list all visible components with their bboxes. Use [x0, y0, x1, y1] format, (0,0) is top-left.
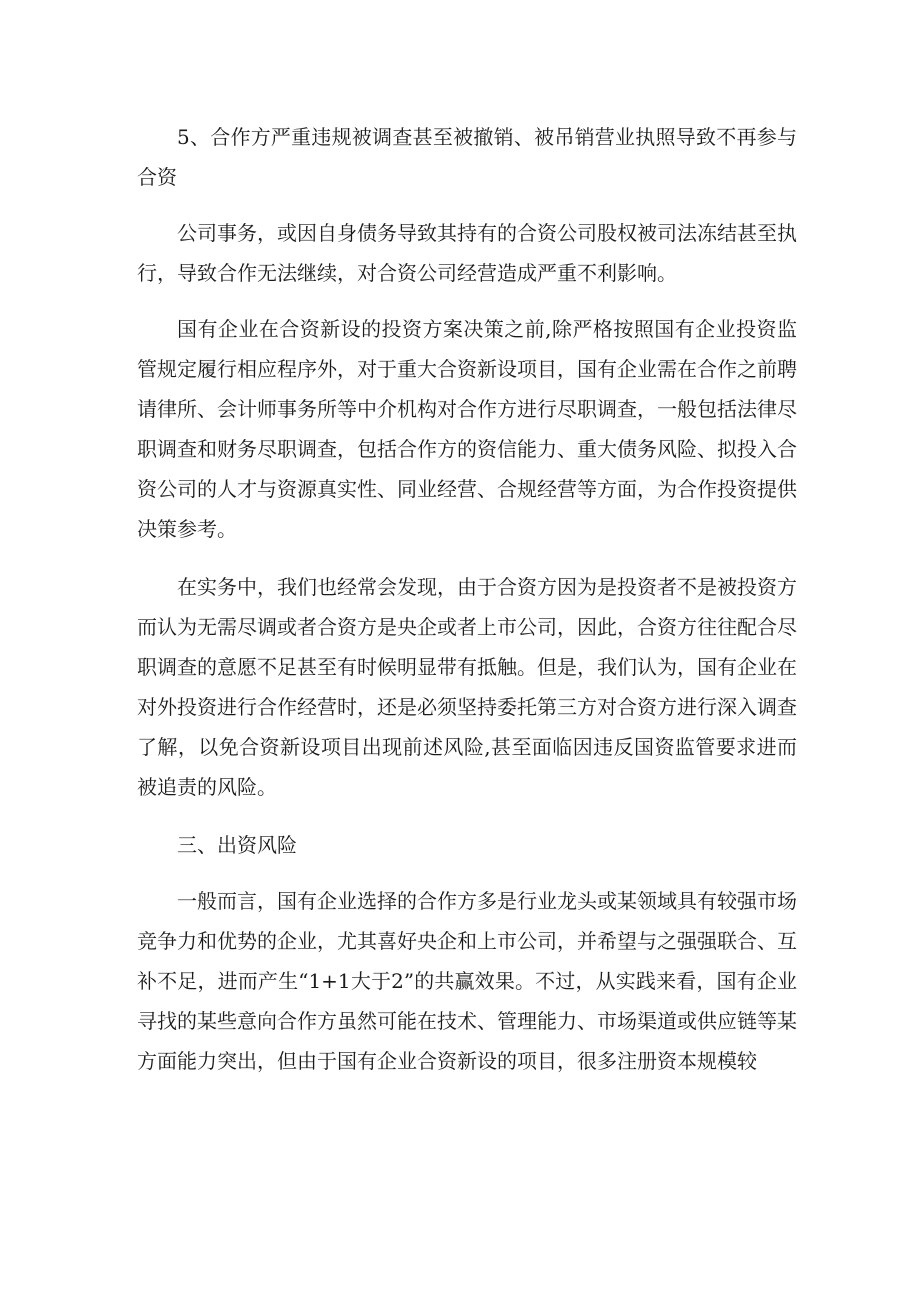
section-heading-capital-risk: 三、出资风险: [177, 833, 297, 857]
paragraph-company-affairs: 公司事务，或因自身债务导致其持有的合资公司股权被司法冻结甚至执行，导致合作无法继续，对合资公司经营造成严重不利影响。: [137, 221, 797, 285]
paragraph-practice: 在实务中，我们也经常会发现，由于合资方因为是投资者不是被投资方而认为无需尽调或者合资方是央企或者上市公司，因此，合资方往往配合尽职调查的意愿不足甚至有时候明显带有抵触。但是，我们认为，国有企业在对外投资进行合作经营时，还是必须坚持委托第三方对合资方进行深入调查了解，以免合资新设项目出现前述风险,甚至面临因违反国资监管要求进而被追责的风险。: [137, 575, 797, 799]
paragraph-item-5: 5、合作方严重违规被调查甚至被撤销、被吊销营业执照导致不再参与合资: [137, 125, 797, 189]
paragraph-due-diligence: 国有企业在合资新设的投资方案决策之前,除严格按照国有企业投资监管规定履行相应程序外，对于重大合资新设项目，国有企业需在合作之前聘请律所、会计师事务所等中介机构对合作方进行尽职调查，一般包括法律尽职调查和财务尽职调查，包括合作方的资信能力、重大债务风险、拟投入合资公司的人才与资源真实性、同业经营、合规经营等方面，为合作投资提供决策参考。: [137, 317, 797, 541]
document-body: [137, 117, 797, 1099]
paragraph-partner-selection: 一般而言，国有企业选择的合作方多是行业龙头或某领域具有较强市场竞争力和优势的企业，尤其喜好央企和上市公司，并希望与之强强联合、互补不足，进而产生“1+1大于2”的共赢效果。不过，从实践来看，国有企业寻找的某些意向合作方虽然可能在技术、管理能力、市场渠道或供应链等某方面能力突出，但由于国有企业合资新设的项目，很多注册资本规模较: [137, 889, 797, 1073]
